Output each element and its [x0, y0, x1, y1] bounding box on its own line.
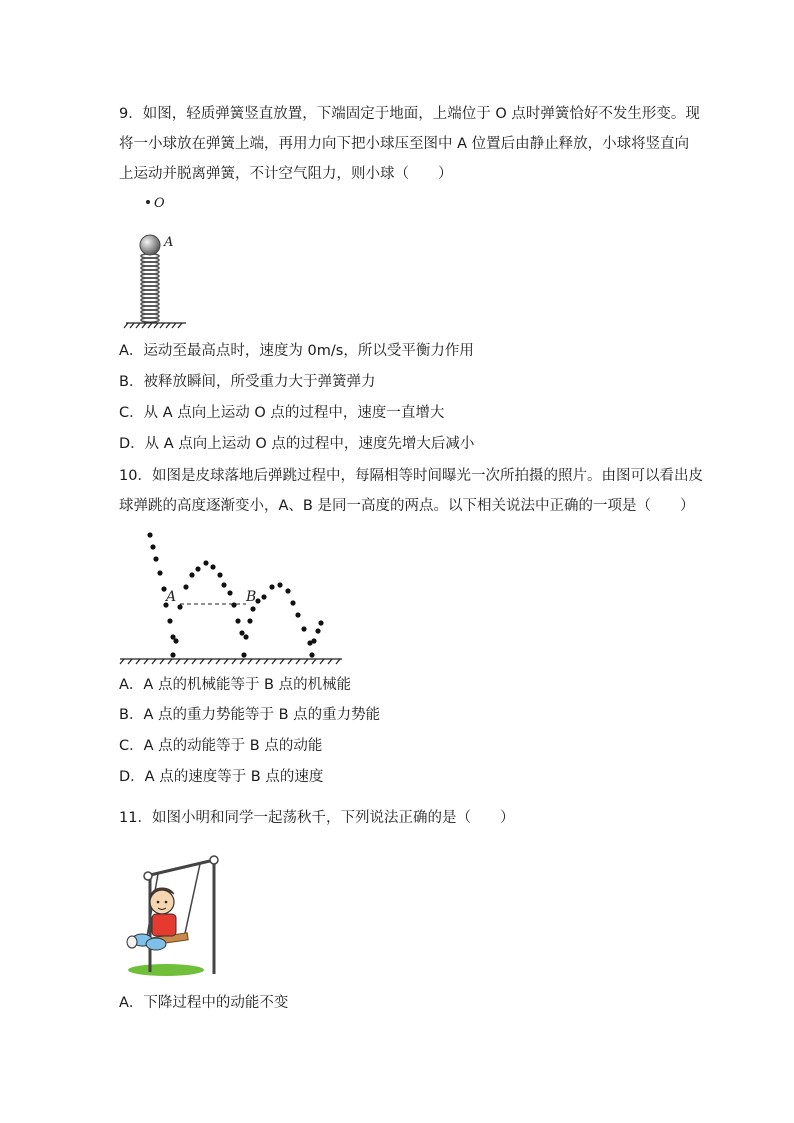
q9-stem-line-1: 9．如图，轻质弹簧竖直放置，下端固定于地面，上端位于 O 点时弹簧恰好不发生形变。现	[119, 106, 700, 122]
q9-option-a: A．运动至最高点时，速度为 0m/s，所以受平衡力作用	[119, 343, 474, 359]
q9-stem-line-2: 将一小球放在弹簧上端，再用力向下把小球压至图中 A 位置后由静止释放，小球将竖直向	[119, 136, 690, 152]
q10-stem-line-2: 球弹跳的高度逐渐变小，A、B 是同一高度的两点。以下相关说法中正确的一项是（ ）	[119, 498, 695, 514]
q9-option-b: B．被释放瞬间，所受重力大于弹簧弹力	[119, 374, 376, 390]
q9-option-d: D．从 A 点向上运动 O 点的过程中，速度先增大后减小	[119, 436, 475, 452]
q10-option-a: A．A 点的机械能等于 B 点的机械能	[119, 677, 352, 693]
bouncing-ball-figure	[118, 525, 348, 665]
label-b: B	[246, 589, 257, 605]
swing-figure	[118, 850, 228, 980]
q11-option-a: A．下降过程中的动能不变	[119, 995, 289, 1011]
point-o-dot	[146, 200, 150, 204]
ground-hatch	[124, 323, 186, 328]
label-a: A	[164, 235, 174, 250]
ball	[140, 235, 160, 255]
spring-figure	[118, 190, 198, 330]
q11-stem-line-1: 11．如图小明和同学一起荡秋千，下列说法正确的是（ ）	[119, 810, 515, 826]
spring-coil	[141, 254, 159, 322]
q9-option-c: C．从 A 点向上运动 O 点的过程中，速度一直增大	[119, 405, 445, 421]
label-a: A	[166, 589, 177, 605]
q10-stem-line-1: 10．如图是皮球落地后弹跳过程中，每隔相等时间曝光一次所拍摄的照片。由图可以看出皮	[119, 468, 703, 484]
label-o: O	[154, 196, 165, 211]
q9-stem-line-3: 上运动并脱离弹簧，不计空气阻力，则小球（ ）	[119, 166, 453, 182]
q10-option-c: C．A 点的动能等于 B 点的动能	[119, 738, 323, 754]
grass	[128, 964, 204, 976]
ground-hatch	[120, 659, 342, 664]
q10-option-b: B．A 点的重力势能等于 B 点的重力势能	[119, 707, 381, 723]
q10-option-d: D．A 点的速度等于 B 点的速度	[119, 769, 324, 785]
